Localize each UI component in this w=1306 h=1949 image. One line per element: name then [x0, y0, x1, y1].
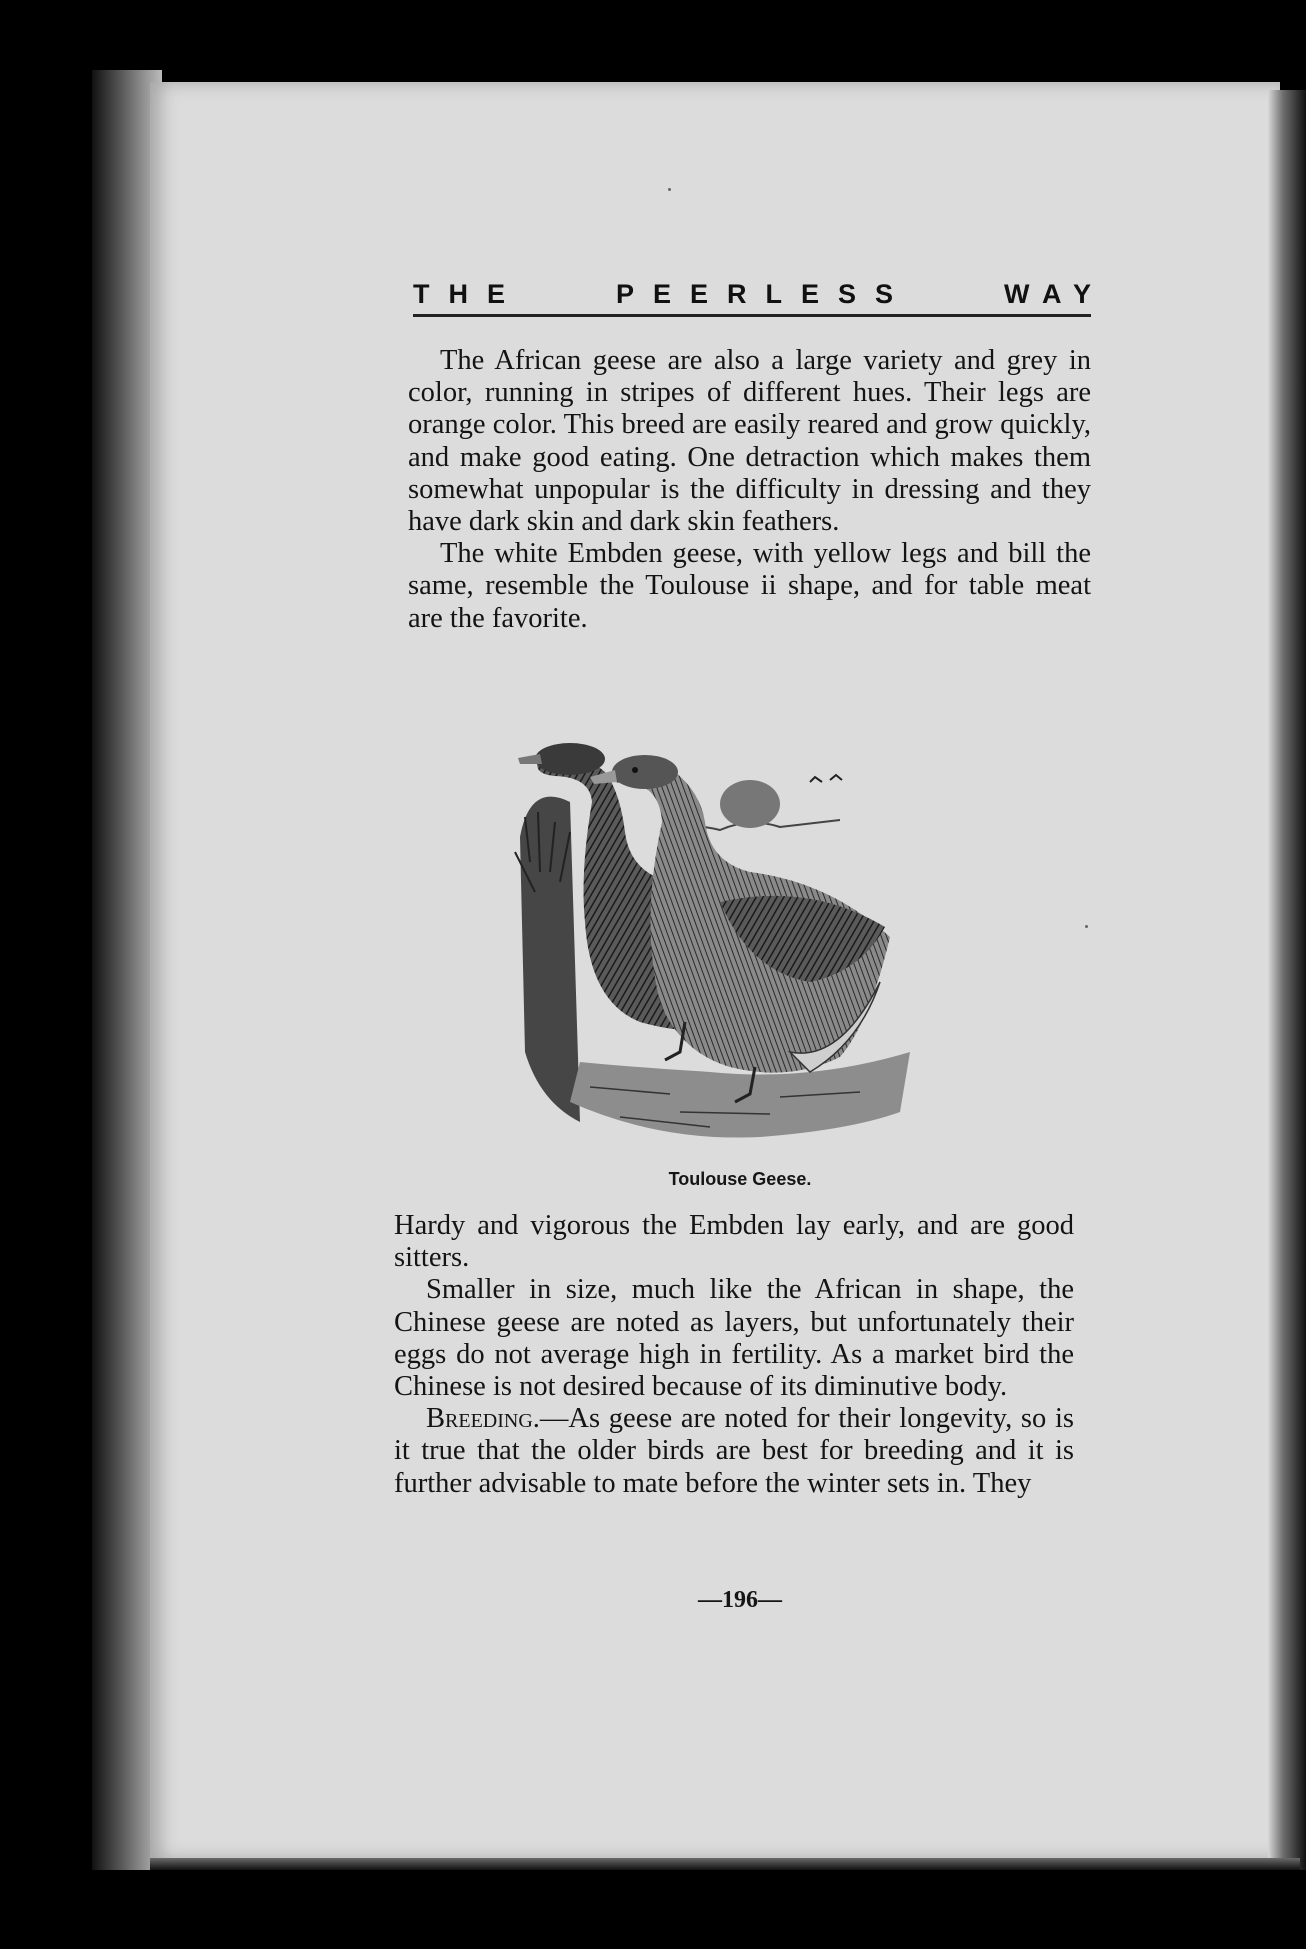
paragraph-breeding: [394, 1403, 1074, 1500]
paragraph-embden-geese: The white Embden geese, with yellow legs and bill the same, resemble the Toulouse ii shape, and for table meat are the favorite.: [408, 538, 1091, 634]
running-head-middle: PEERLESS: [615, 279, 912, 309]
paragraph-african-geese: The African geese are also a large variety and grey in color, running in stripes of different hues. Their legs are orange color. This breed are easily reared and grow quickly, and make good eating. One detraction which makes them somewhat unpopular is the difficulty in dressing and they have dark skin and dark skin feathers.: [408, 345, 1091, 538]
text-block-top: [408, 345, 1091, 635]
paragraph-embden-hardy: Hardy and vigorous the Embden lay early, and are good sitters.: [394, 1210, 1074, 1274]
running-head-right: WAY: [1003, 279, 1105, 309]
breeding-heading: Breeding.: [426, 1403, 540, 1435]
page-bottom-edge: [150, 1858, 1300, 1870]
paragraph-chinese-geese: Smaller in size, much like the African in shape, the Chinese geese are noted as layers, but unfortunately their eggs do not average high in fertility. As a market bird the Chinese is not desired because of its diminutive body.: [394, 1274, 1074, 1403]
figure-caption: Toulouse Geese.: [668, 1169, 812, 1189]
page-edge: [1268, 90, 1306, 1870]
dust-speck: [668, 188, 671, 191]
text-block-bottom: [394, 1210, 1074, 1500]
breeding-body: —As geese are noted for their longevity, so is it true that the older birds are best for breeding and it is further advisable to mate before the winter sets in. They: [394, 1403, 1074, 1499]
toulouse-geese-illustration: [510, 722, 970, 1147]
running-head: [413, 279, 1105, 310]
page-number: —196—: [698, 1587, 782, 1613]
dust-speck: [1085, 925, 1088, 928]
running-head-left: THE: [413, 279, 524, 309]
running-head-rule: [413, 314, 1091, 317]
